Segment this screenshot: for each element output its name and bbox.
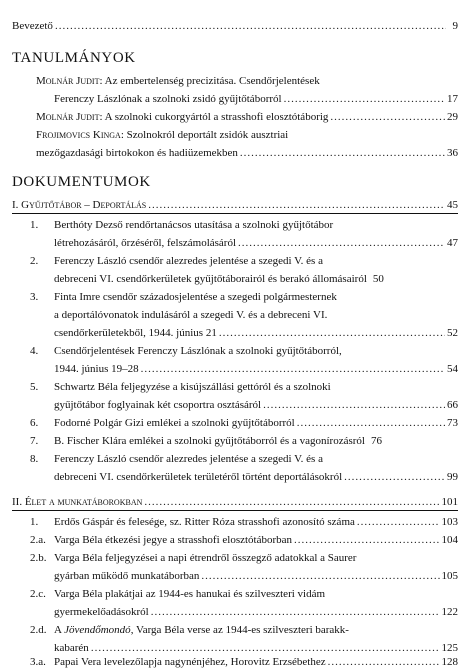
item-text: Csendőrjelentések Ferenczy Lászlónak a szolnoki gyűjtőtáborról, (54, 345, 342, 357)
item-text: Erdős Gáspár és felesége, sz. Ritter Róza strasshofi azonosító száma (54, 516, 355, 528)
toc-item-1-8-line1 (30, 453, 323, 466)
item-text-continued: gyárban működő munkatáborban (54, 570, 200, 582)
page-number: 104 (441, 534, 458, 546)
dot-leader (240, 147, 445, 160)
dot-leader (148, 199, 445, 212)
toc-item-1-5-line2 (54, 399, 458, 412)
dot-leader (284, 93, 445, 106)
toc-item-1-6 (30, 417, 458, 430)
study-title: : A szolnoki cukorgyártól a strasshofi elosztótáborig (99, 111, 329, 123)
item-number: 4. (30, 345, 39, 357)
toc-item-1-3-line3 (54, 327, 458, 340)
item-number: 3.a. (30, 656, 46, 668)
toc-item-1-1-line1 (30, 219, 333, 232)
toc-entry-study-1-line1 (36, 75, 320, 88)
item-text-continued: kabarén (54, 642, 89, 654)
item-number: 2.d. (30, 624, 47, 636)
item-number: 6. (30, 417, 39, 429)
dot-leader (91, 642, 440, 655)
toc-item-1-2-line1 (30, 255, 323, 268)
page-number: 103 (441, 516, 458, 528)
item-text: Finta Imre csendőr századosjelentése a szegedi polgármesternek (54, 291, 337, 303)
item-text: Ferenczy László csendőr alezredes jelentése a szegedi V. és a (54, 453, 323, 465)
part-title: I. Gyűjtőtábor – Deportálás (12, 199, 147, 211)
page-number: 54 (447, 363, 458, 375)
page-number: 76 (370, 435, 382, 447)
toc-item-2-2b-line2 (54, 570, 458, 583)
page-number: 36 (447, 147, 458, 159)
section-heading-documents: DOKUMENTUMOK (12, 174, 151, 190)
poem-title: Jövendőmondó (64, 624, 131, 636)
item-number: 8. (30, 453, 39, 465)
item-text: Schwartz Béla feljegyzése a kisújszállási gettóról és a szolnoki (54, 381, 331, 393)
item-text: B. Fischer Klára emlékei a szolnoki gyűjtőtáborról és a vagonírozásról (54, 435, 365, 447)
toc-item-2-1 (30, 516, 458, 529)
dot-leader (328, 656, 440, 669)
page-number: 73 (447, 417, 458, 429)
toc-item-1-5-line1 (30, 381, 331, 394)
item-text-prefix: A (54, 624, 65, 636)
dot-leader (151, 606, 440, 619)
item-text-continued: debreceni VI. csendőrkerületek gyűjtőtáborairól és berakó állomásairól (54, 273, 367, 285)
page-number: 29 (447, 111, 458, 123)
dot-leader (144, 496, 439, 509)
item-number: 2.c. (30, 588, 46, 600)
toc-entry-study-3-line2 (36, 147, 458, 160)
item-text: Varga Béla plakátjai az 1944-es hanukai és szilveszteri vidám (54, 588, 326, 600)
item-text: Ferenczy László csendőr alezredes jelentése a szegedi V. és a (54, 255, 323, 267)
dot-leader (297, 417, 445, 430)
item-text-continued: gyermekelőadásokról (54, 606, 149, 618)
item-number: 1. (30, 516, 39, 528)
toc-entry-label: Bevezető (12, 20, 53, 32)
dot-leader (141, 363, 445, 376)
page-number: 9 (452, 20, 458, 32)
item-text: Varga Béla étkezési jegye a strasshofi elosztótáborban (54, 534, 293, 546)
section-heading-studies: TANULMÁNYOK (12, 50, 136, 66)
item-text-continued: debreceni VI. csendőrkerületek területéről történt deportálásokról (54, 471, 343, 483)
part-1-rule (12, 213, 458, 214)
page-number: 122 (441, 606, 458, 618)
item-number: 1. (30, 219, 39, 231)
dot-leader (344, 471, 445, 484)
item-number: 2.b. (30, 552, 47, 564)
item-text: Berthóty Dezső rendőrtanácsos utasítása a szolnoki gyűjtőtábor (54, 219, 334, 231)
page-number: 105 (441, 570, 458, 582)
toc-part-2-heading (12, 496, 458, 509)
toc-part-1-heading (12, 199, 458, 212)
toc-item-1-3-line1 (30, 291, 337, 304)
page-number: 45 (447, 199, 458, 211)
item-text: Papai Vera levelezőlapja nagynénjéhez, Horovitz Erzsébethez (54, 656, 326, 668)
item-number: 3. (30, 291, 39, 303)
toc-item-1-2-line2 (54, 273, 458, 286)
item-number: 7. (30, 435, 39, 447)
item-text: Varga Béla feljegyzései a napi étrendről összegző adatokkal a Saurer (54, 552, 357, 564)
dot-leader (357, 516, 440, 529)
item-text-continued: gyűjtőtábor foglyainak két csoportra osztásáról (54, 399, 262, 411)
toc-item-1-4-line1 (30, 345, 342, 358)
toc-item-1-3-line2: a deportálóvonatok indulásáról a szegedi V. és a debreceni VI. (54, 309, 328, 321)
page-number: 52 (447, 327, 458, 339)
toc-item-2-2c-line2 (54, 606, 458, 619)
item-text-continued: létrehozásáról, őrzéséről, felszámolásáról (54, 237, 237, 249)
page-number: 125 (441, 642, 458, 654)
page-number: 47 (447, 237, 458, 249)
toc-entry-study-1-line2 (54, 93, 458, 106)
item-text: Fodorné Polgár Gizi emlékei a szolnoki gyűjtőtáborról (54, 417, 295, 429)
study-title-continued: mezőgazdasági birtokokon és hadiüzemekben (36, 147, 238, 159)
item-number: 2.a. (30, 534, 46, 546)
toc-entry-study-2 (36, 111, 458, 124)
item-number: 5. (30, 381, 39, 393)
toc-item-2-2b-line1 (30, 552, 356, 565)
toc-item-1-7 (30, 435, 458, 448)
dot-leader (238, 237, 445, 250)
dot-leader (201, 570, 439, 583)
toc-item-2-2d-line1 (30, 624, 349, 637)
item-number: 2. (30, 255, 39, 267)
dot-leader (263, 399, 445, 412)
toc-item-1-1-line2 (54, 237, 458, 250)
toc-item-1-8-line2 (54, 471, 458, 484)
toc-entry-study-3-line1 (36, 129, 288, 142)
item-text-continued: csendőrkerületekből, 1944. június 21 (54, 327, 217, 339)
page-number: 66 (447, 399, 458, 411)
item-text-continued: 1944. június 19–28 (54, 363, 139, 375)
page-number: 50 (372, 273, 384, 285)
toc-item-2-3a (30, 656, 458, 669)
dot-leader (55, 20, 446, 33)
dot-leader (294, 534, 439, 547)
study-title: : Szolnokról deportált zsidók ausztriai (120, 129, 289, 141)
toc-item-2-2c-line1 (30, 588, 325, 601)
page-number: 101 (441, 496, 458, 508)
toc-item-1-4-line2 (54, 363, 458, 376)
toc-item-2-2a (30, 534, 458, 547)
dot-leader (219, 327, 445, 340)
author-name: Molnár Judit (36, 111, 100, 123)
study-title: : Az embertelenség precizitása. Csendőrjelentések (99, 75, 320, 87)
toc-entry-intro (12, 20, 458, 33)
page-number: 128 (441, 656, 458, 668)
part-title: II. Élet a munkatáborokban (12, 496, 143, 508)
page-number: 17 (447, 93, 458, 105)
dot-leader (330, 111, 445, 124)
author-name: Molnár Judit (36, 75, 100, 87)
toc-item-2-2d-line2 (54, 642, 458, 655)
study-title-continued: Ferenczy Lászlónak a szolnoki zsidó gyűjtőtáborról (54, 93, 282, 105)
item-text: , Varga Béla verse az 1944-es szilveszteri barakk- (130, 624, 349, 636)
page-number: 99 (447, 471, 458, 483)
part-2-rule (12, 510, 458, 511)
author-name: Frojimovics Kinga (36, 129, 121, 141)
